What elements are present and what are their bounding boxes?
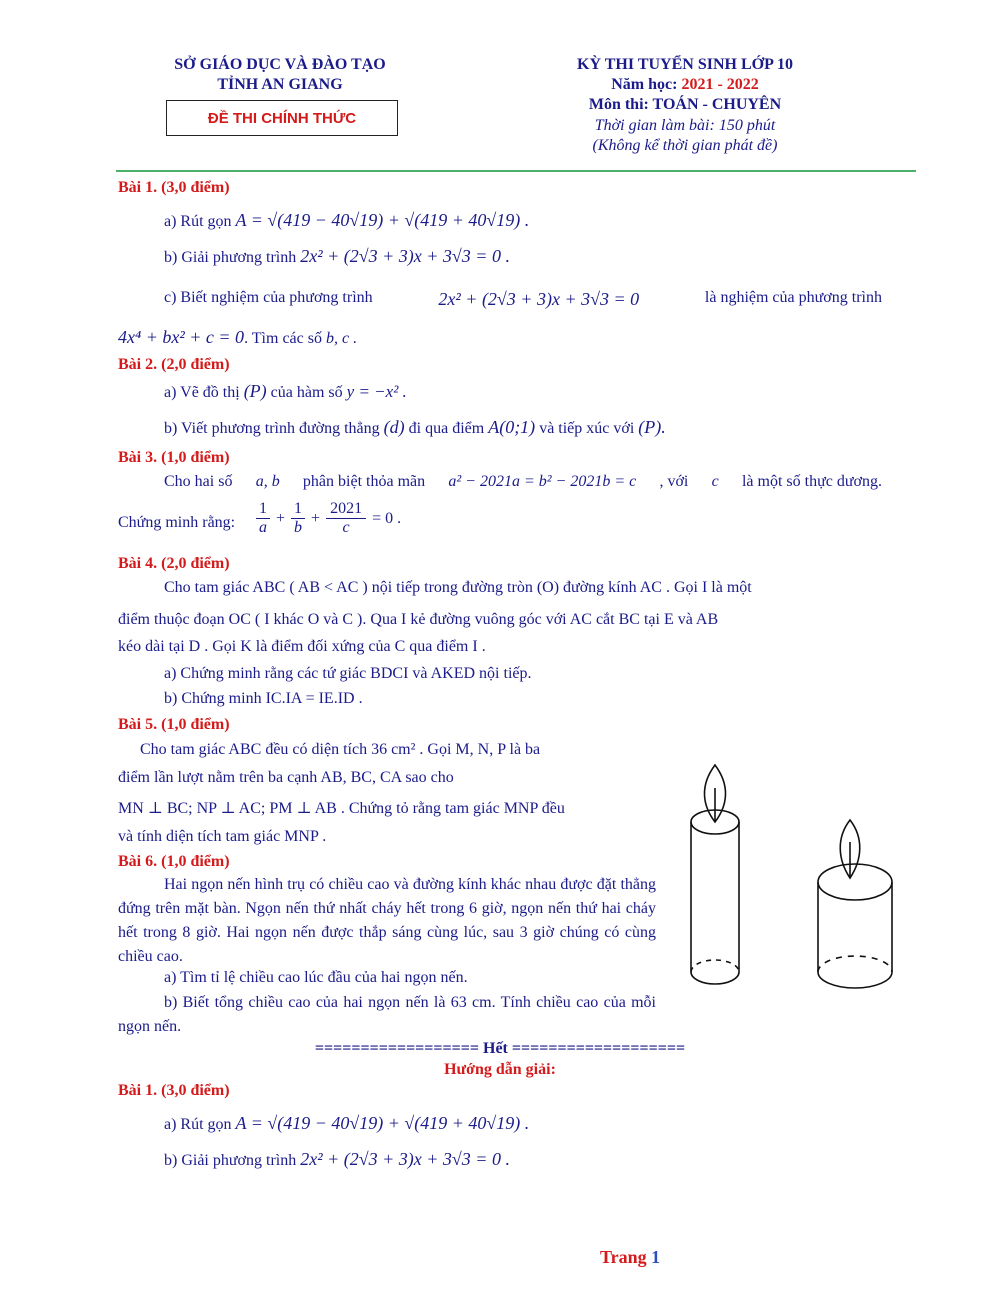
bai6-paragraph: Hai ngọn nến hình trụ có chiều cao và đường kính khác nhau được đặt thẳng đứng trên mặt bàn. Ngọn nến thứ nhất cháy hết trong 6 giờ, ngọn nến thứ hai cháy hết trong 8 giờ. Hai ngọn nến được thắp sáng cùng lúc, sau 3 giờ chúng có cùng chiều cao.: [118, 876, 656, 965]
bai4-a: a) Chứng minh rằng các tứ giác BDCI và AKED nội tiếp.: [164, 665, 532, 682]
bai5-line1: Cho tam giác ABC đều có diện tích 36 cm² . Gọi M, N, P là ba: [140, 741, 541, 758]
bai1-c-line2-math: 4x⁴ + bx² + c = 0: [118, 327, 245, 347]
bai1-c-math: 2x² + (2√3 + 3)x + 3√3 = 0: [438, 289, 640, 309]
bai2-b-math1: (d): [383, 417, 405, 437]
bai3-line2-text: Chứng minh rằng:: [118, 514, 236, 531]
sol-bai1-title: Bài 1. (3,0 điểm): [118, 1082, 230, 1099]
bai1-a: [164, 210, 529, 231]
sol-bai1-a-math: A = √(419 − 40√19) + √(419 + 40√19) .: [235, 1113, 530, 1133]
header-divider: [116, 170, 916, 172]
bai4-title: Bài 4. (2,0 điểm): [118, 555, 230, 572]
school-year-label: Năm học:: [611, 76, 682, 93]
sol-bai1-b-prefix: b) Giải phương trình: [164, 1152, 297, 1169]
bai2-title: Bài 2. (2,0 điểm): [118, 356, 230, 373]
fraction-1-over-b: [291, 500, 305, 537]
bai6-title: Bài 6. (1,0 điểm): [118, 853, 230, 870]
time-limit: Thời gian làm bài: 150 phút: [594, 117, 776, 134]
fraction-2021-over-c: [326, 500, 366, 537]
bai3-line1-var-c: c: [711, 473, 719, 490]
bai1-c-prefix: c) Biết nghiệm của phương trình: [164, 289, 373, 306]
bai3-line1-vars: a, b: [255, 473, 280, 490]
bai1-c-line2-text: . Tìm các số: [244, 330, 322, 347]
bai5-line4: và tính diện tích tam giác MNP .: [118, 828, 327, 845]
bai6-a: a) Tìm tỉ lệ chiều cao lúc đầu của hai ngọn nến.: [164, 969, 468, 986]
bai1-b-math: 2x² + (2√3 + 3)x + 3√3 = 0 .: [300, 246, 510, 266]
bai4-b: b) Chứng minh IC.IA = IE.ID .: [164, 690, 363, 707]
official-exam-box: ĐỀ THI CHÍNH THỨC: [166, 100, 398, 136]
bai5-line3: MN ⊥ BC; NP ⊥ AC; PM ⊥ AB . Chứng tỏ rằng tam giác MNP đều: [118, 800, 565, 817]
solution-title: Hướng dẫn giải:: [444, 1061, 556, 1078]
candle-bottom-front: [691, 972, 739, 984]
school-year: [540, 76, 830, 94]
candle-bottom-hidden: [818, 956, 892, 972]
bai1-c-suffix: là nghiệm của phương trình: [704, 289, 882, 306]
candle-tall: [691, 765, 739, 984]
bai3-line1-d: là một số thực dương.: [741, 473, 882, 490]
page-label: Trang: [600, 1247, 647, 1267]
fraction-1-over-a: [256, 500, 270, 537]
bai2-b-text2: đi qua điểm: [408, 420, 485, 437]
sol-bai1-b: [164, 1149, 510, 1170]
plus-sign: +: [276, 509, 286, 527]
candle-short: [818, 820, 892, 988]
plus-sign: +: [311, 509, 321, 527]
bai2-b-text3: và tiếp xúc với: [539, 420, 635, 437]
bai2-b-math3: (P).: [638, 417, 666, 437]
sol-bai1-a-prefix: a) Rút gọn: [164, 1116, 232, 1133]
fraction-3-num: 2021: [330, 500, 363, 517]
fraction-2-den: b: [294, 519, 303, 536]
bai4-line1: Cho tam giác ABC ( AB < AC ) nội tiếp trong đường tròn (O) đường kính AC . Gọi I là một: [164, 579, 752, 596]
bai2-a-math2: y = −x² .: [346, 382, 407, 401]
fraction-2-num: 1: [294, 500, 303, 517]
bai4-line2: điểm thuộc đoạn OC ( I khác O và C ). Qua I kẻ đường vuông góc với AC cắt BC tại E và AB: [118, 611, 719, 628]
bai2-a-text: a) Vẽ đồ thị: [164, 384, 240, 401]
bai6-b: b) Biết tổng chiều cao của hai ngọn nến là 63 cm. Tính chiều cao của mỗi ngọn nến.: [118, 994, 656, 1035]
time-note: (Không kể thời gian phát đề): [592, 137, 778, 154]
exam-title: KỲ THI TUYỂN SINH LỚP 10: [577, 56, 793, 73]
page-number: 1: [651, 1247, 661, 1267]
end-marker: ================== Hết ===================: [314, 1040, 686, 1057]
bai2-b-text: b) Viết phương trình đường thẳng: [164, 420, 380, 437]
sol-bai1-b-math: 2x² + (2√3 + 3)x + 3√3 = 0 .: [300, 1149, 510, 1169]
bai1-c-line2: [118, 327, 357, 348]
bai5-title: Bài 5. (1,0 điểm): [118, 716, 230, 733]
department-name: SỞ GIÁO DỤC VÀ ĐÀO TẠO: [174, 56, 386, 73]
bai1-a-math: A = √(419 − 40√19) + √(419 + 40√19) .: [235, 210, 530, 230]
bai3-line1-a: Cho hai số: [164, 473, 233, 490]
subject: Môn thi: TOÁN - CHUYÊN: [588, 96, 782, 113]
bai3-line1-b: phân biệt thỏa mãn: [302, 473, 426, 490]
candles-illustration: [680, 760, 910, 990]
page-footer: [600, 1247, 660, 1268]
bai1-b-prefix: b) Giải phương trình: [164, 249, 297, 266]
sol-bai1-a: [164, 1113, 529, 1134]
bai3-line1-math: a² − 2021a = b² − 2021b = c: [448, 473, 637, 490]
bai1-title: Bài 1. (3,0 điểm): [118, 179, 230, 196]
fraction-3-den: c: [342, 519, 350, 536]
bai1-b: [164, 246, 510, 267]
bai3-line2-end: = 0 .: [372, 509, 402, 527]
province-name: TỈNH AN GIANG: [217, 76, 343, 93]
bai4-line3: kéo dài tại D . Gọi K là điểm đối xứng của C qua điểm I .: [118, 638, 486, 655]
fraction-1-num: 1: [259, 500, 267, 517]
bai1-c-line2-vars: b, c .: [325, 330, 358, 347]
bai3-line1: [164, 473, 882, 491]
school-year-value: 2021 - 2022: [681, 76, 759, 93]
bai2-a-text2: của hàm số: [270, 384, 343, 401]
bai1-a-prefix: a) Rút gọn: [164, 213, 232, 230]
bai2-b-math2: A(0;1): [488, 417, 536, 437]
bai1-c-line1: [164, 289, 882, 310]
bai2-a: [164, 381, 407, 402]
bai2-b: [164, 417, 666, 438]
bai2-a-math1: (P): [243, 381, 267, 401]
bai3-line1-c: , với: [659, 473, 689, 490]
candle-bottom-hidden: [691, 960, 739, 972]
candle-bottom-front: [818, 972, 892, 988]
bai3-title: Bài 3. (1,0 điểm): [118, 449, 230, 466]
fraction-1-den: a: [259, 519, 267, 536]
bai5-line2: điểm lần lượt nằm trên ba cạnh AB, BC, CA sao cho: [118, 769, 454, 786]
bai3-fraction-sum: [256, 500, 401, 537]
